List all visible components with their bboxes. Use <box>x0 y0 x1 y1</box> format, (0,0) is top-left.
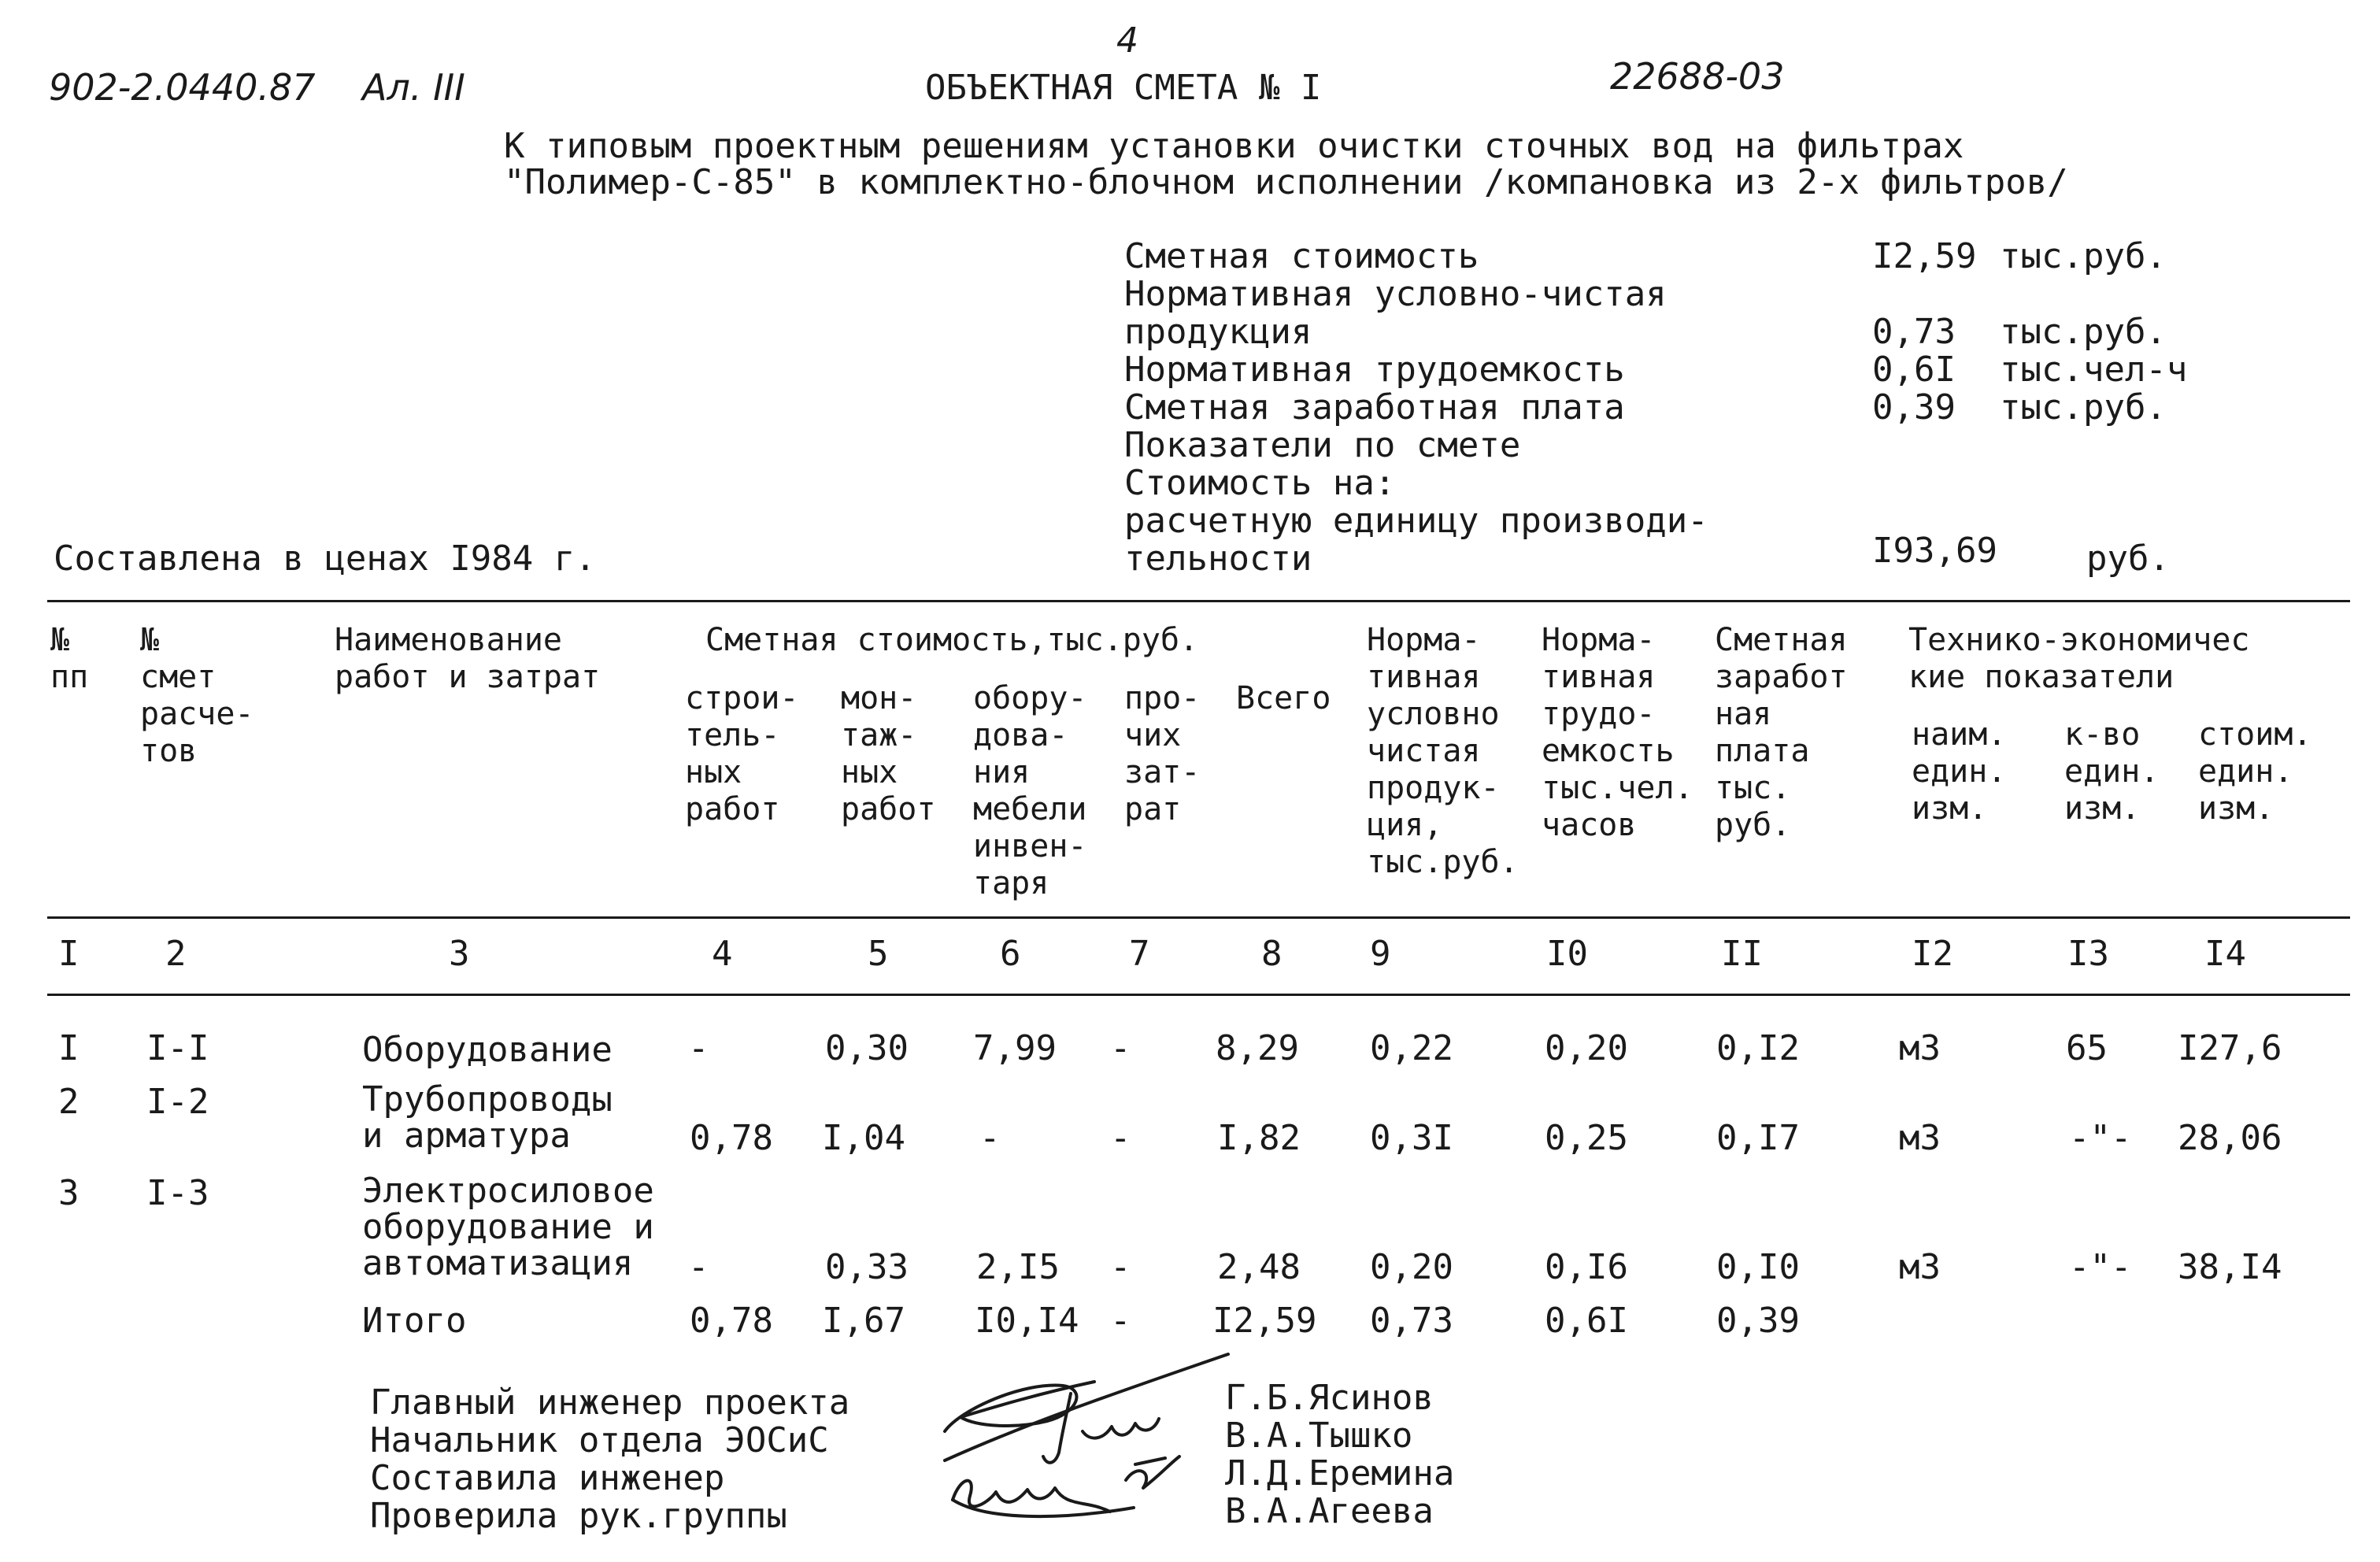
album-number: Ал. III <box>362 66 465 109</box>
summary-value: I2,59 <box>1872 236 1977 276</box>
cell-calc-number: I-3 <box>146 1173 209 1213</box>
cell-row-number: 2 <box>58 1082 80 1122</box>
cell-other: - <box>1110 1028 1131 1068</box>
column-number: II <box>1721 934 1763 974</box>
cell-net-production: 0,3I <box>1370 1118 1453 1158</box>
column-number: 4 <box>712 934 733 974</box>
signer-role: Главный инженер проекта <box>370 1382 850 1423</box>
cell-unit-name: м3 <box>1899 1118 1941 1158</box>
cell-construction: 0,78 <box>690 1118 773 1158</box>
column-number: 2 <box>165 934 187 974</box>
subtitle-line-2: "Полимер-С-85" в комплектно-блочном исполнении /компановка из 2-х фильтров/ <box>504 162 2068 202</box>
column-number: 7 <box>1129 934 1150 974</box>
cell-labor: 0,25 <box>1545 1118 1628 1158</box>
cell-unit-cost: I27,6 <box>2178 1028 2282 1068</box>
header-cost-group: Сметная стоимость,тыс.руб. <box>705 622 1199 658</box>
header-unit-qty: к-во един. изм. <box>2064 716 2160 827</box>
signer-role: Проверила рук.группы <box>370 1496 787 1536</box>
cell-installation: 0,30 <box>825 1028 909 1068</box>
cell-total: 2,48 <box>1217 1247 1301 1287</box>
cell-equipment: - <box>979 1118 1001 1158</box>
cell-calc-number: I-2 <box>146 1082 209 1122</box>
cell-other: - <box>1110 1301 1131 1341</box>
summary-unit: тыс.руб. <box>2000 236 2167 276</box>
cell-wage: 0,39 <box>1716 1301 1800 1341</box>
cell-other: - <box>1110 1247 1131 1287</box>
cell-calc-number: I-I <box>146 1028 209 1068</box>
cell-unit-qty: -"- <box>2069 1247 2132 1287</box>
cell-total: 8,29 <box>1216 1028 1299 1068</box>
column-number: 9 <box>1370 934 1391 974</box>
cell-other: - <box>1110 1118 1131 1158</box>
cell-wage: 0,I2 <box>1716 1028 1800 1068</box>
cell-unit-cost: 38,I4 <box>2178 1247 2282 1287</box>
cell-total: I,82 <box>1217 1118 1301 1158</box>
cell-construction: - <box>688 1247 709 1287</box>
summary-label: Сметная стоимость <box>1124 236 1479 276</box>
signer-name: В.А.Тышко <box>1225 1416 1413 1456</box>
numbers-bottom-rule <box>47 994 2350 996</box>
summary-label: Стоимость на: <box>1124 463 1396 503</box>
cell-row-number: I <box>58 1028 80 1068</box>
cell-work-name: Оборудование <box>362 1030 613 1070</box>
summary-label: Показатели по смете <box>1124 425 1521 465</box>
summary-value: I93,69 <box>1872 531 1997 571</box>
header-wage: Сметная заработ ная плата тыс. руб. <box>1715 622 1848 843</box>
header-unit-cost: стоим. един. изм. <box>2198 716 2312 827</box>
header-unit-name: наим. един. изм. <box>1912 716 2007 827</box>
header-other-costs: про- чих зат- рат <box>1124 680 1201 827</box>
cell-net-production: 0,20 <box>1370 1247 1453 1287</box>
cell-labor: 0,20 <box>1545 1028 1628 1068</box>
signer-name: В.А.Агеева <box>1225 1491 1434 1531</box>
header-net-production: Норма- тивная условно чистая продук- ция, тыс.руб. <box>1367 622 1519 880</box>
summary-label: расчетную единицу производи- <box>1124 501 1708 541</box>
summary-label: продукция <box>1124 312 1312 352</box>
header-calc-number: № смет расче- тов <box>140 622 254 769</box>
cell-equipment: I0,I4 <box>975 1301 1079 1341</box>
cell-row-number: 3 <box>58 1173 80 1213</box>
document-code: 902-2.0440.87 <box>49 66 316 109</box>
cell-total-label: Итого <box>362 1301 467 1341</box>
column-number: 5 <box>868 934 889 974</box>
inventory-number: 22688-03 <box>1610 55 1785 98</box>
header-total: Всего <box>1236 680 1331 716</box>
column-number: 3 <box>449 934 470 974</box>
column-number: I4 <box>2204 934 2246 974</box>
signer-name: Л.Д.Еремина <box>1225 1453 1455 1494</box>
cell-unit-cost: 28,06 <box>2178 1118 2282 1158</box>
cell-net-production: 0,22 <box>1370 1028 1453 1068</box>
cell-labor: 0,I6 <box>1545 1247 1628 1287</box>
cell-wage: 0,I0 <box>1716 1247 1800 1287</box>
column-number: 6 <box>1000 934 1021 974</box>
summary-label: тельности <box>1124 539 1312 579</box>
cell-installation: I,67 <box>822 1301 905 1341</box>
signer-role: Начальник отдела ЭОСиС <box>370 1420 829 1460</box>
summary-unit: тыс.чел-ч <box>2000 350 2188 390</box>
summary-value: 0,73 <box>1872 312 1956 352</box>
cell-construction: 0,78 <box>690 1301 773 1341</box>
signer-role: Составила инженер <box>370 1458 725 1498</box>
signer-name: Г.Б.Ясинов <box>1225 1378 1434 1418</box>
page-number: 4 <box>1116 20 1138 61</box>
cell-net-production: 0,73 <box>1370 1301 1453 1341</box>
summary-label: Сметная заработная плата <box>1124 387 1625 428</box>
summary-value: 0,39 <box>1872 387 1956 428</box>
summary-unit: руб. <box>2086 539 2170 579</box>
header-construction-works: строи- тель- ных работ <box>685 680 799 827</box>
summary-unit: тыс.руб. <box>2000 312 2167 352</box>
header-equipment: обору- дова- ния мебели инвен- таря <box>973 680 1087 901</box>
subtitle-line-1: К типовым проектным решениям установки очистки сточных вод на фильтрах <box>504 126 1964 166</box>
cell-wage: 0,I7 <box>1716 1118 1800 1158</box>
cell-work-name: Трубопроводы и арматура <box>362 1079 613 1156</box>
summary-value: 0,6I <box>1872 350 1956 390</box>
header-row-number: № пп <box>50 622 89 695</box>
cell-unit-name: м3 <box>1899 1247 1941 1287</box>
cell-unit-qty: -"- <box>2069 1118 2132 1158</box>
prices-note: Составлена в ценах I984 г. <box>54 539 596 579</box>
header-labor-intensity: Норма- тивная трудо- емкость тыс.чел. часов <box>1542 622 1693 843</box>
column-number: I0 <box>1546 934 1588 974</box>
cell-labor: 0,6I <box>1545 1301 1628 1341</box>
column-number: I2 <box>1912 934 1953 974</box>
header-bottom-rule <box>47 916 2350 919</box>
summary-label: Нормативная условно-чистая <box>1124 274 1667 314</box>
cell-work-name: Электросиловое оборудование и автоматизация <box>362 1171 654 1283</box>
summary-label: Нормативная трудоемкость <box>1124 350 1625 390</box>
cell-installation: I,04 <box>822 1118 905 1158</box>
cell-unit-name: м3 <box>1899 1028 1941 1068</box>
document-title: ОБЪЕКТНАЯ СМЕТА № I <box>925 68 1322 108</box>
cell-construction: - <box>688 1028 709 1068</box>
header-work-name: Наименование работ и затрат <box>335 622 601 695</box>
cell-unit-qty: 65 <box>2066 1028 2108 1068</box>
column-number: I3 <box>2067 934 2109 974</box>
summary-unit: тыс.руб. <box>2000 387 2167 428</box>
column-number: 8 <box>1261 934 1283 974</box>
header-tech-group: Технико-экономичес кие показатели <box>1908 622 2250 695</box>
table-top-rule <box>47 600 2350 602</box>
column-number: I <box>58 934 80 974</box>
cell-total: I2,59 <box>1212 1301 1317 1341</box>
cell-equipment: 7,99 <box>973 1028 1057 1068</box>
header-installation-works: мон- таж- ных работ <box>841 680 936 827</box>
cell-equipment: 2,I5 <box>976 1247 1060 1287</box>
cell-installation: 0,33 <box>825 1247 909 1287</box>
handwritten-signatures <box>929 1338 1260 1543</box>
